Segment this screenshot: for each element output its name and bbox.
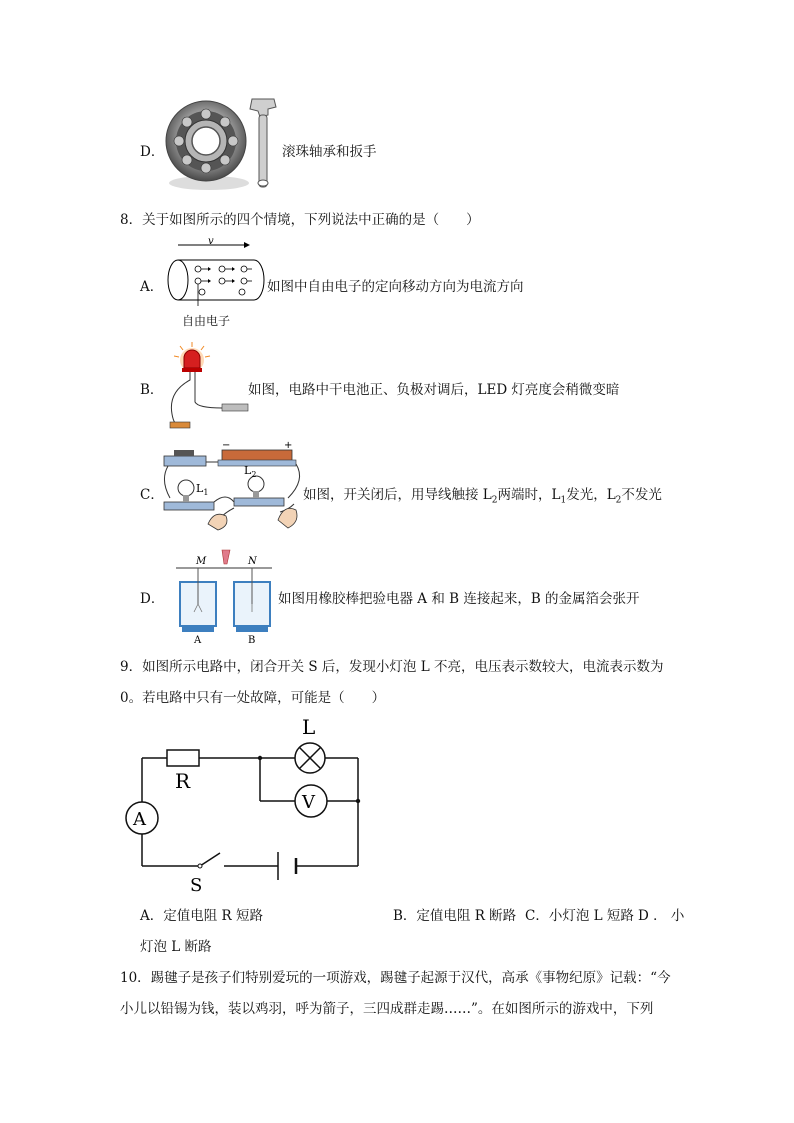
bulb-l1-label: $L_1$: [196, 482, 209, 497]
two-bulb-circuit-figure: [160, 440, 308, 532]
ball-bearing-and-wrench-image: [164, 95, 280, 195]
bulb-l2-label: $L_2$: [244, 464, 257, 479]
q9-stem-line1: 9．如图所示电路中，闭合开关 S 后，发现小灯泡 L 不亮，电压表示数较大，电流表示数为: [120, 659, 664, 675]
q8-option-c-text: 如图，开关闭后，用导线触接 $L_2$两端时，$L_1$发光，$L_2$不发光: [303, 487, 662, 506]
electroscope-b-label: B: [248, 635, 256, 644]
q8-option-b-text: 如图，电路中干电池正、负极对调后，LED 灯亮度会稍微变暗: [248, 382, 620, 398]
electroscope-figure: [172, 546, 276, 644]
q7-option-d-text: 滚珠轴承和扳手: [282, 144, 377, 160]
point-n-label: N: [248, 556, 257, 567]
q8-option-b-label: B．: [140, 382, 164, 398]
voltmeter-label: V: [302, 792, 315, 813]
circuit-label-l: L: [302, 715, 316, 739]
point-m-label: M: [196, 556, 207, 567]
electroscope-a-label: A: [194, 635, 202, 644]
q10-line2: 小儿以铅锡为钱，装以鸡羽，呼为箭子，三四成群走踢……”。在如图所示的游戏中，下列: [120, 1001, 654, 1017]
q8-option-c-label: C．: [140, 487, 164, 503]
q9-option-b: B．定值电阻 R 断路: [393, 908, 517, 924]
free-electron-caption: 自由电子: [182, 314, 231, 328]
q9-circuit-diagram: [120, 710, 370, 896]
switch-label-s: S: [190, 875, 203, 896]
led-circuit-figure: [160, 340, 258, 434]
ammeter-label: A: [133, 809, 146, 830]
q8-option-d-text: 如图用橡胶棒把验电器 A 和 B 连接起来，B 的金属箔会张开: [278, 591, 640, 607]
q8-option-a-text: 如图中自由电子的定向移动方向为电流方向: [267, 279, 524, 295]
q7-option-d-label: D．: [140, 144, 165, 160]
plus-sign: +: [284, 440, 293, 451]
q10-line1: 10．踢毽子是孩子们特别爱玩的一项游戏，踢毽子起源于汉代，高承《事物纪原》记载：“今: [120, 970, 671, 986]
q9-option-d-part1: D ． 小: [638, 908, 685, 924]
q8-option-a-label: A．: [140, 279, 164, 295]
q9-stem-line2: 0。若电路中只有一处故障，可能是（ ）: [120, 690, 386, 706]
q9-option-a: A．定值电阻 R 短路: [140, 908, 263, 924]
circuit-label-r: R: [175, 769, 191, 793]
q9-option-d-part2: 灯泡 L 断路: [140, 939, 212, 955]
q9-option-c: C．小灯泡 L 短路: [525, 908, 634, 924]
q8-stem: 8．关于如图所示的四个情境，下列说法中正确的是（ ）: [120, 212, 480, 228]
minus-sign: −: [222, 440, 231, 451]
q8-option-d-label: D．: [140, 591, 165, 607]
velocity-label: v: [208, 236, 214, 247]
